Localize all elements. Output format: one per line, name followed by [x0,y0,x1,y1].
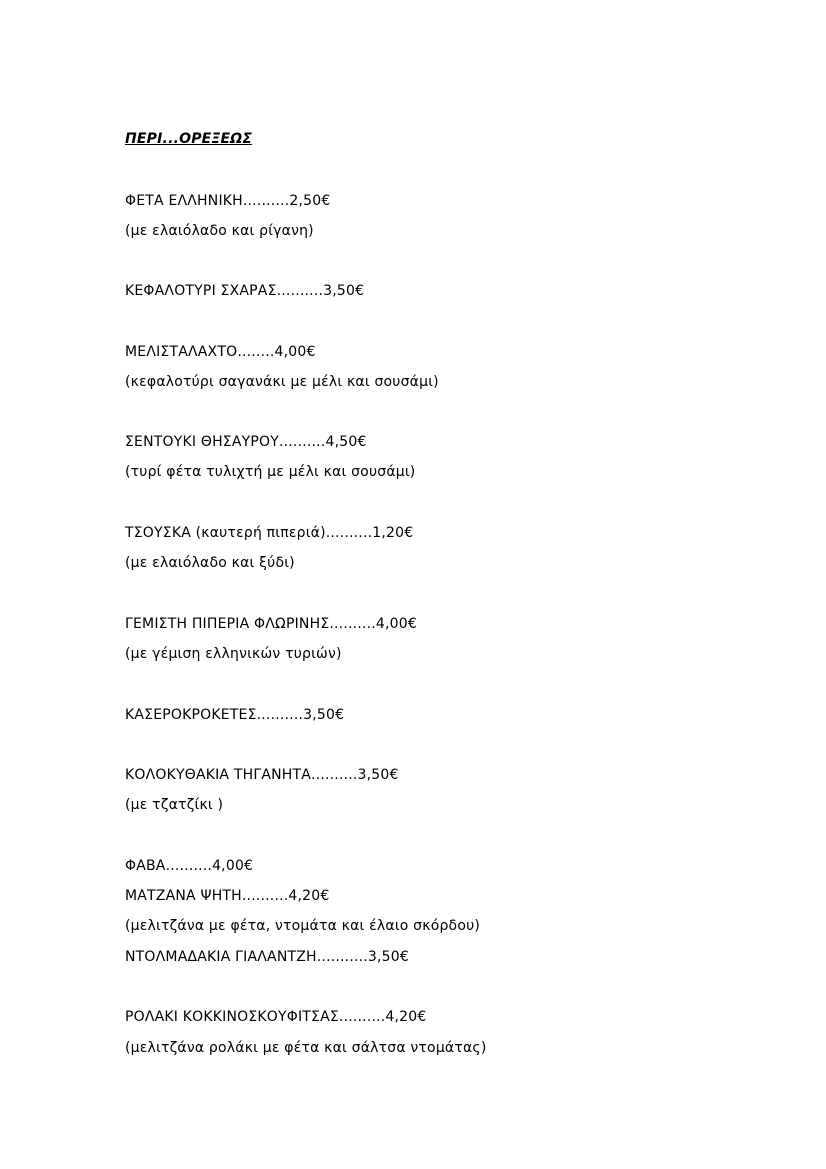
menu-item-description: (μελιτζάνα ρολάκι με φέτα και σάλτσα ντομάτας) [125,1040,487,1056]
menu-item-kefalotyri: ΚΕΦΑΛΟΤΥΡΙ ΣΧΑΡΑΣ..........3,50€ [125,283,365,299]
menu-item-fava: ΦΑΒΑ..........4,00€ [125,858,254,874]
menu-item-rolaki: ΡΟΛΑΚΙ ΚΟΚΚΙΝΟΣΚΟΥΦΙΤΣΑΣ..........4,20€ [125,1009,427,1025]
menu-item-sentouki: ΣΕΝΤΟΥΚΙ ΘΗΣΑΥΡΟΥ..........4,50€ [125,434,367,450]
menu-item-description: (με τζατζίκι ) [125,797,224,813]
menu-item-melistalakto: ΜΕΛΙΣΤΑΛΑΧΤΟ........4,00€ [125,344,316,360]
menu-item-description: (με ελαιόλαδο και ρίγανη) [125,223,314,239]
menu-item-kaserokroketes: ΚΑΣΕΡΟΚΡΟΚΕΤΕΣ..........3,50€ [125,707,345,723]
menu-item-kolokythakia: ΚΟΛΟΚΥΘΑΚΙΑ ΤΗΓΑΝΗΤΑ..........3,50€ [125,767,399,783]
menu-item-description: (κεφαλοτύρι σαγανάκι με μέλι και σουσάμι) [125,374,439,390]
menu-item-gemisti-piperia: ΓΕΜΙΣΤΗ ΠΙΠΕΡΙΑ ΦΛΩΡΙΝΗΣ..........4,00€ [125,616,417,632]
page-title: ΠΕΡΙ...ΟΡΕΞΕΩΣ [125,131,253,147]
menu-item-feta: ΦΕΤΑ ΕΛΛΗΝΙΚΗ..........2,50€ [125,193,331,209]
menu-item-description: (τυρί φέτα τυλιχτή με μέλι και σουσάμι) [125,464,416,480]
menu-item-ntolmadakia: ΝΤΟΛΜΑΔΑΚΙΑ ΓΙΑΛΑΝΤΖΗ...........3,50€ [125,949,410,965]
menu-item-description: (μελιτζάνα με φέτα, ντομάτα και έλαιο σκόρδου) [125,918,481,934]
menu-item-description: (με γέμιση ελληνικών τυριών) [125,646,342,662]
menu-item-description: (με ελαιόλαδο και ξύδι) [125,555,295,571]
menu-item-tsouska: ΤΣΟΥΣΚΑ (καυτερή πιπεριά)..........1,20€ [125,525,414,541]
menu-item-matzana: ΜΑΤΖΑΝΑ ΨΗΤΗ..........4,20€ [125,888,330,904]
